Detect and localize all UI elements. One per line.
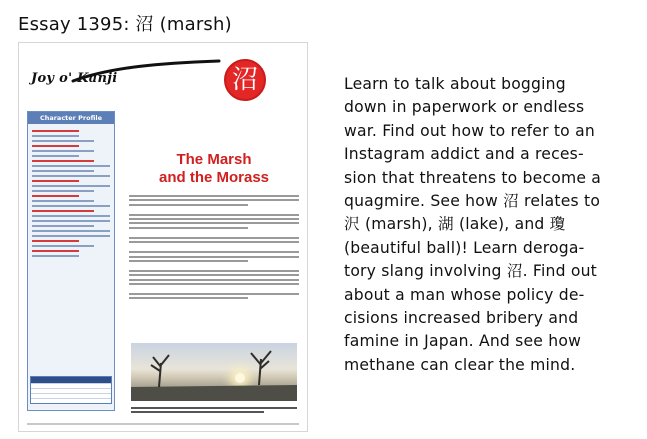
- marsh-photo: [131, 343, 297, 401]
- article-title-line-1: The Marsh: [176, 151, 252, 168]
- description-line: sion that threatens to become a: [344, 168, 602, 187]
- description-line: cisions increased bribery and: [344, 309, 579, 328]
- description-line: down in paperwork or endless: [344, 98, 585, 117]
- article-title-line-2: and the Morass: [158, 169, 270, 186]
- trees-silhouette-icon: [131, 343, 297, 401]
- kanji-badge: 沼: [224, 59, 266, 101]
- description-line: about a man whose policy de-: [344, 285, 585, 304]
- description-line: (beautiful ball)! Learn deroga-: [344, 238, 585, 257]
- description-line: Instagram addict and a reces-: [344, 145, 584, 164]
- description-line: Learn to talk about bogging: [344, 75, 566, 93]
- article-body-text: [129, 193, 299, 302]
- page-footer-rule: [27, 423, 299, 425]
- article-title: [129, 151, 299, 187]
- description-line: methane can clear the mind.: [344, 355, 576, 374]
- character-profile-heading: Character Profile: [28, 112, 114, 124]
- description-line: 沢 (marsh), 湖 (lake), and 瓊: [344, 215, 566, 234]
- photo-caption: [131, 405, 297, 415]
- description-line: quagmire. See how 沼 relates to: [344, 192, 601, 211]
- brand-logo: Joy o' Kanji: [31, 71, 118, 86]
- essay-title: Essay 1395: 沼 (marsh): [18, 14, 232, 35]
- profile-text-block: [28, 124, 114, 263]
- description-line: famine in Japan. And see how: [344, 332, 582, 351]
- description-line: tory slang involving 沼. Find out: [344, 262, 597, 281]
- profile-stats-table: [30, 376, 112, 404]
- brush-swoosh-icon: [71, 57, 221, 87]
- essay-description: [344, 73, 634, 377]
- description-line: war. Find out how to refer to an: [344, 121, 595, 140]
- essay-page-thumbnail[interactable]: [18, 42, 308, 432]
- character-profile-sidebar: [27, 111, 115, 411]
